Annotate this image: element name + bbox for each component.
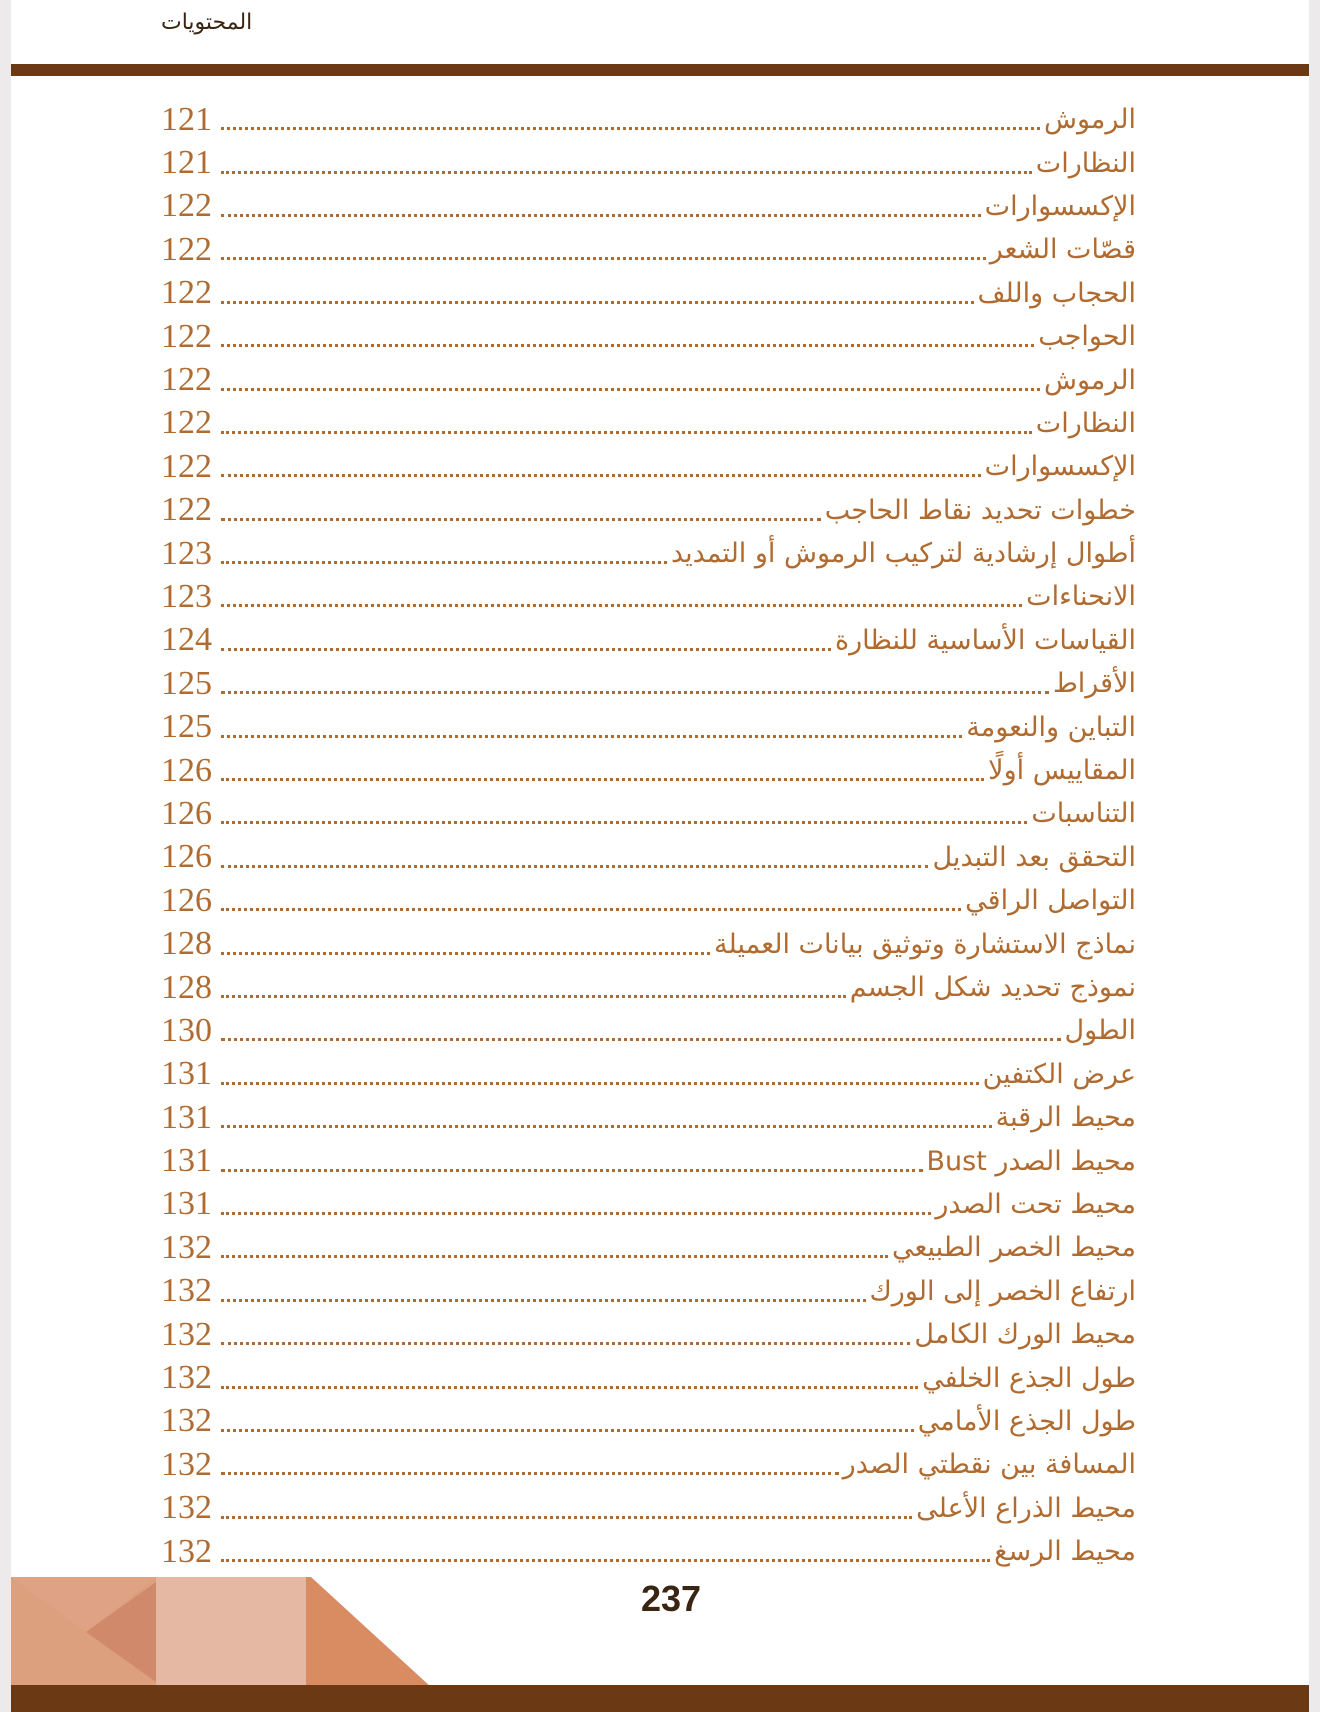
toc-entry xyxy=(161,445,1136,488)
toc-entry-page: 132 xyxy=(161,1359,212,1397)
toc-dot-leader xyxy=(221,1038,1061,1041)
toc-dot-leader xyxy=(221,431,1032,434)
toc-entry-title: المقاييس أولًا xyxy=(988,755,1136,787)
toc-dot-leader xyxy=(221,1472,839,1475)
toc-entry-page: 122 xyxy=(161,187,212,225)
toc-entry-title: نماذج الاستشارة وتوثيق بيانات العميلة xyxy=(714,928,1136,960)
toc-entry-title: الحواجب xyxy=(1038,321,1136,353)
toc-entry-title: محيط الصدر Bust xyxy=(926,1145,1136,1177)
toc-dot-leader xyxy=(221,1299,866,1302)
toc-dot-leader xyxy=(221,908,961,911)
toc-entry-page: 121 xyxy=(161,100,212,138)
toc-entry-page: 131 xyxy=(161,1142,212,1180)
toc-entry-page: 122 xyxy=(161,230,212,268)
toc-entry-page: 122 xyxy=(161,447,212,485)
toc-entry-page: 126 xyxy=(161,794,212,832)
toc-entry-page: 132 xyxy=(161,1445,212,1483)
toc-dot-leader xyxy=(221,821,1027,824)
toc-entry xyxy=(161,1356,1136,1399)
toc-entry-page: 122 xyxy=(161,361,212,399)
table-of-contents xyxy=(161,98,1136,1573)
toc-entry xyxy=(161,1009,1136,1052)
header-divider xyxy=(11,64,1309,76)
toc-entry-title: التواصل الراقي xyxy=(965,885,1136,917)
toc-dot-leader xyxy=(221,995,846,998)
toc-entry-page: 126 xyxy=(161,881,212,919)
document-page xyxy=(11,0,1309,1712)
toc-dot-leader xyxy=(221,1516,912,1519)
toc-entry-title: محيط الذراع الأعلى xyxy=(916,1492,1136,1524)
toc-entry xyxy=(161,1530,1136,1573)
toc-dot-leader xyxy=(221,604,1022,607)
toc-entry-title: الطول xyxy=(1064,1015,1136,1047)
toc-entry xyxy=(161,1487,1136,1530)
toc-entry xyxy=(161,922,1136,965)
toc-entry-page: 122 xyxy=(161,404,212,442)
toc-entry-title: محيط الرقبة xyxy=(995,1102,1136,1134)
toc-entry xyxy=(161,489,1136,532)
toc-entry xyxy=(161,1096,1136,1139)
toc-entry-title: الحجاب واللف xyxy=(977,277,1136,309)
toc-entry-title: ارتفاع الخصر إلى الورك xyxy=(869,1275,1136,1307)
toc-dot-leader xyxy=(221,735,962,738)
toc-dot-leader xyxy=(221,1342,910,1345)
toc-entry xyxy=(161,1270,1136,1313)
toc-entry-page: 122 xyxy=(161,274,212,312)
toc-entry xyxy=(161,228,1136,271)
toc-entry-title: الانحناءات xyxy=(1026,581,1136,613)
toc-entry-title: التناسبات xyxy=(1031,798,1136,830)
toc-dot-leader xyxy=(221,388,1040,391)
toc-entry-page: 131 xyxy=(161,1098,212,1136)
toc-entry-page: 132 xyxy=(161,1402,212,1440)
toc-entry-page: 121 xyxy=(161,144,212,182)
toc-entry-page: 122 xyxy=(161,491,212,529)
toc-entry-page: 123 xyxy=(161,577,212,615)
toc-entry-title: محيط تحت الصدر xyxy=(935,1188,1136,1220)
toc-entry-page: 132 xyxy=(161,1532,212,1570)
toc-dot-leader xyxy=(221,561,667,564)
toc-entry xyxy=(161,1226,1136,1269)
toc-dot-leader xyxy=(221,127,1040,130)
toc-entry-page: 128 xyxy=(161,925,212,963)
toc-entry xyxy=(161,532,1136,575)
toc-entry-title: محيط الرسغ xyxy=(994,1536,1136,1568)
toc-entry-page: 126 xyxy=(161,838,212,876)
toc-entry xyxy=(161,705,1136,748)
toc-dot-leader xyxy=(221,1386,918,1389)
toc-entry-title: خطوات تحديد نقاط الحاجب xyxy=(824,494,1136,526)
toc-entry-page: 123 xyxy=(161,534,212,572)
toc-entry xyxy=(161,1183,1136,1226)
toc-entry-page: 132 xyxy=(161,1228,212,1266)
toc-dot-leader xyxy=(221,1125,992,1128)
toc-entry-title: التباين والنعومة xyxy=(966,711,1136,743)
toc-entry-page: 131 xyxy=(161,1185,212,1223)
footer-band xyxy=(11,1685,1309,1712)
toc-dot-leader xyxy=(221,1429,914,1432)
toc-dot-leader xyxy=(221,214,981,217)
toc-dot-leader xyxy=(221,691,1049,694)
toc-entry-page: 132 xyxy=(161,1272,212,1310)
toc-entry-title: أطوال إرشادية لتركيب الرموش أو التمديد xyxy=(670,538,1136,570)
toc-dot-leader xyxy=(221,301,974,304)
toc-entry-page: 126 xyxy=(161,751,212,789)
toc-dot-leader xyxy=(221,1559,990,1562)
toc-dot-leader xyxy=(221,778,984,781)
toc-entry-page: 125 xyxy=(161,708,212,746)
toc-entry-page: 128 xyxy=(161,968,212,1006)
toc-entry xyxy=(161,879,1136,922)
toc-entry xyxy=(161,619,1136,662)
toc-entry-title: قصّات الشعر xyxy=(989,234,1136,266)
toc-entry xyxy=(161,836,1136,879)
toc-dot-leader xyxy=(221,952,710,955)
toc-entry xyxy=(161,749,1136,792)
toc-entry xyxy=(161,1313,1136,1356)
toc-entry-page: 132 xyxy=(161,1315,212,1353)
toc-entry-title: الإكسسوارات xyxy=(984,190,1136,222)
toc-entry-title: محيط الخصر الطبيعي xyxy=(891,1232,1136,1264)
toc-entry-page: 131 xyxy=(161,1055,212,1093)
toc-dot-leader xyxy=(221,171,1032,174)
toc-entry xyxy=(161,1443,1136,1486)
toc-entry xyxy=(161,1139,1136,1182)
toc-entry-title: الرموش xyxy=(1044,104,1136,136)
footer-shape-light xyxy=(156,1577,306,1687)
toc-dot-leader xyxy=(221,257,986,260)
page-header-title: المحتويات xyxy=(161,10,253,35)
toc-entry-title: التحقق بعد التبديل xyxy=(932,841,1136,873)
toc-entry xyxy=(161,358,1136,401)
toc-entry xyxy=(161,792,1136,835)
toc-dot-leader xyxy=(221,1255,888,1258)
toc-entry-title: المسافة بين نقطتي الصدر xyxy=(842,1449,1136,1481)
toc-entry-title: النظارات xyxy=(1035,147,1136,179)
toc-entry-title: طول الجذع الأمامي xyxy=(917,1405,1136,1437)
toc-entry-title: الأقراط xyxy=(1052,668,1136,700)
toc-entry-page: 130 xyxy=(161,1011,212,1049)
toc-entry-title: طول الجذع الخلفي xyxy=(922,1362,1136,1394)
toc-dot-leader xyxy=(221,1169,923,1172)
toc-entry xyxy=(161,272,1136,315)
toc-entry-title: الإكسسوارات xyxy=(984,451,1136,483)
toc-entry xyxy=(161,966,1136,1009)
toc-entry-page: 124 xyxy=(161,621,212,659)
toc-entry-page: 125 xyxy=(161,664,212,702)
toc-entry-title: محيط الورك الكامل xyxy=(914,1319,1136,1351)
toc-entry-title: القياسات الأساسية للنظارة xyxy=(834,624,1136,656)
toc-entry-title: نموذج تحديد شكل الجسم xyxy=(849,972,1136,1003)
toc-entry xyxy=(161,141,1136,184)
page-number: 237 xyxy=(640,1578,702,1619)
toc-entry xyxy=(161,662,1136,705)
toc-entry xyxy=(161,575,1136,618)
footer-decoration xyxy=(11,1577,431,1687)
toc-dot-leader xyxy=(221,648,831,651)
toc-entry xyxy=(161,185,1136,228)
toc-dot-leader xyxy=(221,344,1034,347)
toc-dot-leader xyxy=(221,474,981,477)
toc-entry xyxy=(161,402,1136,445)
toc-entry-title: عرض الكتفين xyxy=(982,1058,1136,1090)
toc-dot-leader xyxy=(221,865,928,868)
toc-dot-leader xyxy=(221,1082,979,1085)
toc-entry xyxy=(161,315,1136,358)
toc-entry xyxy=(161,1053,1136,1096)
toc-entry-page: 132 xyxy=(161,1489,212,1527)
toc-entry xyxy=(161,1400,1136,1443)
toc-entry-page: 122 xyxy=(161,317,212,355)
toc-dot-leader xyxy=(221,518,821,521)
toc-entry-title: الرموش xyxy=(1044,364,1136,396)
toc-entry xyxy=(161,98,1136,141)
toc-dot-leader xyxy=(221,1212,931,1215)
toc-entry-title: النظارات xyxy=(1035,407,1136,439)
